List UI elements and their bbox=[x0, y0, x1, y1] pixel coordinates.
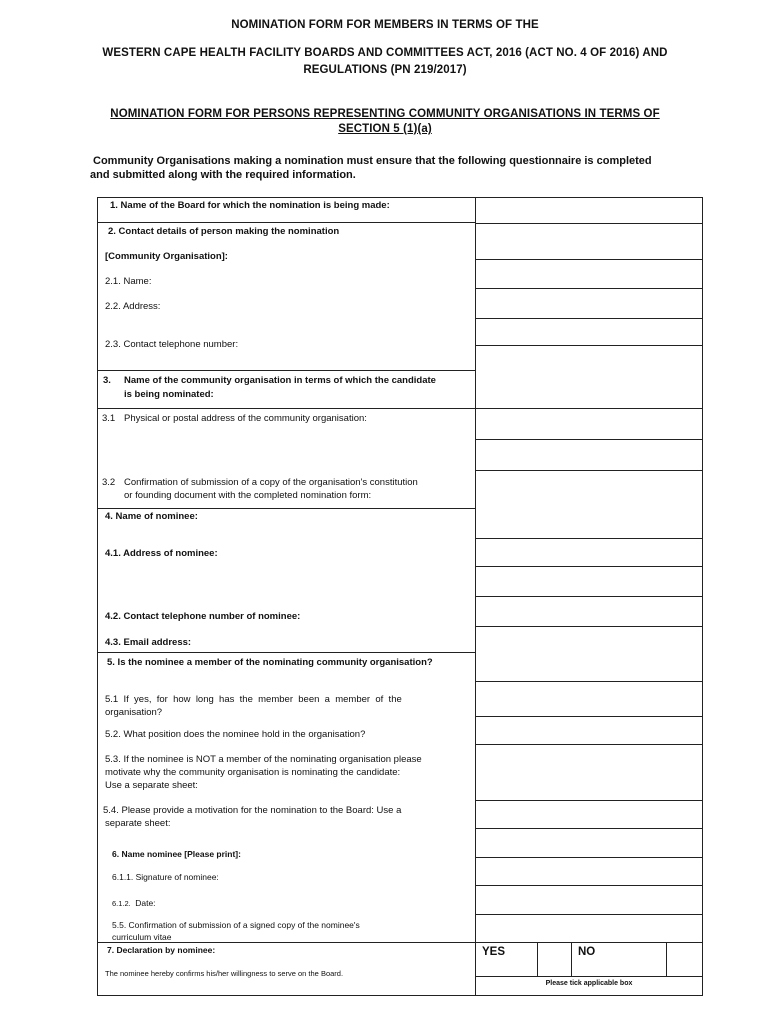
question-4-2-telephone: 4.2. Contact telephone number of nominee: bbox=[105, 611, 301, 622]
question-6-1-2-date bbox=[112, 895, 156, 910]
question-2-contact-details: 2. Contact details of person making the nomination bbox=[108, 226, 340, 237]
answer-field-nominee-name[interactable] bbox=[476, 539, 702, 566]
question-6-1-2-number: 6.1.2. bbox=[112, 899, 131, 908]
form-title-line1: NOMINATION FORM FOR MEMBERS IN TERMS OF THE bbox=[231, 19, 539, 31]
question-2-2-address: 2.2. Address: bbox=[105, 301, 161, 312]
answer-field-constitution-confirmation[interactable] bbox=[476, 471, 702, 538]
answer-field-nominee-print[interactable] bbox=[476, 858, 702, 885]
answer-field-board-name[interactable] bbox=[476, 198, 702, 223]
question-4-3-email: 4.3. Email address: bbox=[105, 637, 192, 648]
question-3-2-line1: Confirmation of submission of a copy of the organisation's constitution bbox=[124, 477, 418, 488]
question-3-2-number: 3.2 bbox=[102, 477, 116, 488]
question-7-confirmation-text: The nominee hereby confirms his/her willingness to serve on the Board. bbox=[105, 969, 344, 978]
no-tick-box[interactable] bbox=[667, 943, 701, 975]
answer-field-signature[interactable] bbox=[476, 886, 702, 914]
question-5-2-position: 5.2. What position does the nominee hold in the organisation? bbox=[105, 729, 366, 740]
answer-field-date[interactable] bbox=[476, 915, 702, 942]
answer-field-membership-duration[interactable] bbox=[476, 682, 702, 716]
yes-tick-box[interactable] bbox=[538, 943, 570, 975]
question-3-2-line2: or founding document with the completed nomination form: bbox=[124, 490, 372, 501]
question-5-membership: 5. Is the nominee a member of the nominating community organisation? bbox=[107, 657, 433, 668]
answer-field-nominee-telephone[interactable] bbox=[476, 597, 702, 626]
intro-line2: and submitted along with the required information. bbox=[90, 169, 356, 181]
question-5-3-line1: 5.3. If the nominee is NOT a member of the nominating organisation please bbox=[105, 754, 422, 765]
yes-label: YES bbox=[482, 946, 506, 958]
form-title-line3: REGULATIONS (PN 219/2017) bbox=[303, 64, 467, 76]
question-3-1-address: Physical or postal address of the community organisation: bbox=[124, 413, 367, 424]
answer-field-position[interactable] bbox=[476, 717, 702, 744]
question-3-line2: is being nominated: bbox=[124, 389, 214, 400]
answer-field-contact-name[interactable] bbox=[476, 260, 702, 288]
answer-field-motivation[interactable] bbox=[476, 801, 702, 828]
no-label: NO bbox=[578, 946, 596, 958]
answer-field-nominee-email[interactable] bbox=[476, 627, 702, 681]
answer-field-contact-address[interactable] bbox=[476, 289, 702, 318]
answer-field-nominee-address[interactable] bbox=[476, 567, 702, 596]
question-5-1-line1: 5.1 If yes, for how long has the member been a member of the bbox=[105, 694, 402, 705]
question-3-1-number: 3.1 bbox=[102, 413, 116, 424]
question-6-1-1-signature: 6.1.1. Signature of nominee: bbox=[112, 872, 219, 882]
question-4-1-address: 4.1. Address of nominee: bbox=[105, 548, 218, 559]
question-2-org-label: [Community Organisation]: bbox=[105, 251, 228, 262]
question-3-number: 3. bbox=[103, 375, 111, 386]
question-2-3-telephone: 2.3. Contact telephone number: bbox=[105, 339, 239, 350]
question-5-4-line2: separate sheet: bbox=[105, 818, 171, 829]
question-3-line1: Name of the community organisation in terms of which the candidate bbox=[124, 375, 436, 386]
question-7-declaration: 7. Declaration by nominee: bbox=[107, 945, 216, 955]
question-5-4-line1: 5.4. Please provide a motivation for the nomination to the Board: Use a bbox=[103, 805, 402, 816]
form-title-line2: WESTERN CAPE HEALTH FACILITY BOARDS AND COMMITTEES ACT, 2016 (ACT NO. 4 OF 2016) AND bbox=[102, 47, 668, 59]
question-5-3-line3: Use a separate sheet: bbox=[105, 780, 198, 791]
answer-field-organisation-address[interactable] bbox=[476, 409, 702, 439]
answer-field-contact-telephone[interactable] bbox=[476, 319, 702, 345]
question-2-1-name: 2.1. Name: bbox=[105, 276, 152, 287]
answer-field-organisation-name[interactable] bbox=[476, 346, 702, 408]
question-5-3-line2: motivate why the community organisation is nominating the candidate: bbox=[105, 767, 401, 778]
question-1-board-name: 1. Name of the Board for which the nomination is being made: bbox=[110, 200, 390, 211]
form-subtitle-line2: SECTION 5 (1)(a) bbox=[338, 123, 432, 135]
question-6-nominee-print: 6. Name nominee [Please print]: bbox=[112, 849, 241, 859]
question-5-1-line2: organisation? bbox=[105, 707, 163, 718]
question-5-5-line2: curriculum vitae bbox=[112, 932, 172, 942]
intro-line1: Community Organisations making a nomination must ensure that the following questionnaire is completed bbox=[93, 155, 652, 167]
question-6-1-2-label: Date: bbox=[135, 898, 156, 908]
question-5-5-line1: 5.5. Confirmation of submission of a signed copy of the nominee's bbox=[112, 920, 360, 930]
form-subtitle-line1: NOMINATION FORM FOR PERSONS REPRESENTING COMMUNITY ORGANISATIONS IN TERMS OF bbox=[110, 108, 660, 120]
question-4-nominee-name: 4. Name of nominee: bbox=[105, 511, 198, 522]
answer-field-motivation-non-member[interactable] bbox=[476, 745, 702, 800]
tick-instruction: Please tick applicable box bbox=[545, 980, 633, 987]
